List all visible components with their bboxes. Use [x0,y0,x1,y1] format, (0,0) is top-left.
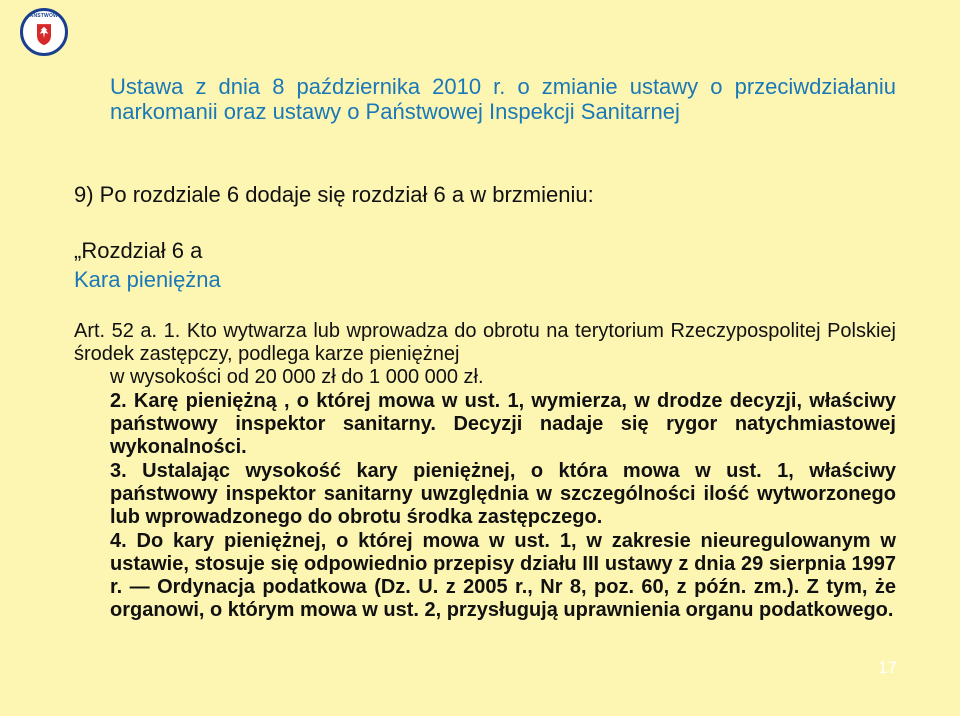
article-prefix: Art. 52 a. 1. [74,320,181,342]
chapter-number: „Rozdział 6 a [74,238,203,263]
page-number: 17 [878,658,897,677]
article-paragraph-1-cont: w wysokości od 20 000 zł do 1 000 000 zł. [110,366,484,388]
article-text [74,320,896,622]
article-paragraph-3: 3. Ustalając wysokość kary pieniężnej, o która mowa w ust. 1, właściwy państwowy inspektor sanitarny uwzględnia w szczególności ilość wytworzonego lub wprowadzonego do obrotu środka zastępczego. [110,460,896,528]
chapter-header [74,236,221,294]
article-paragraph-1 [74,320,896,366]
article-p1-text: Kto wytwarza lub wprowadza do obrotu na terytorium Rzeczypospolitej Polskiej środek zastępczy, podlega karze pieniężnej [74,320,897,365]
document-heading: Ustawa z dnia 8 października 2010 r. o zmianie ustawy o przeciwdziałaniu narkomanii oraz ustawy o Państwowej Inspekcji Sanitarnej [110,74,896,124]
chapter-title: Kara pieniężna [74,267,221,292]
inspection-logo [20,8,68,56]
article-paragraph-2: 2. Karę pieniężną , o której mowa w ust. 1, wymierza, w drodze decyzji, właściwy państwowy inspektor sanitarny. Decyzji nadaje się rygor natychmiastowej wykonalności. [110,390,896,458]
logo-text: PAŃSTWOWY [26,13,62,19]
article-paragraph-4: 4. Do kary pieniężnej, o której mowa w ust. 1, w zakresie nieuregulowanym w ustawie, stosuje się odpowiednio przepisy działu III ustawy z dnia 29 sierpnia 1997 r. — Ordynacja podatkowa (Dz. U. z 2005 r., Nr 8, poz. 60, z późn. zm.). Z tym, że organowi, o którym mowa w ust. 2, przysługują uprawnienia organu podatkowego. [110,530,896,621]
intro-text: 9) Po rozdziale 6 dodaje się rozdział 6 a w brzmieniu: [74,182,594,207]
